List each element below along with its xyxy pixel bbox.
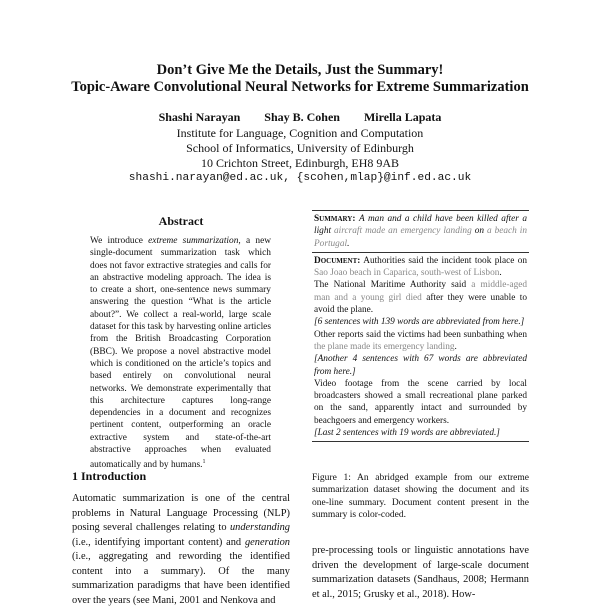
abstract-text-start: We introduce [90, 236, 149, 246]
doc-4b: the plane made its emergency landing [314, 341, 455, 352]
intro-text-3: (i.e., aggregating and rewording the identified content into a summary). Of the many summarization paradigms that have been identified over the years (see Mani, 2001 and Nenkova and [72, 551, 290, 606]
intro-term-generation: generation [244, 536, 290, 548]
affiliation-line1: Institute for Language, Cognition and Computation [176, 126, 424, 140]
doc-sentence-4: Video footage from the scene carried by local broadcasters showed a small recreational plane parked on the sand, apparently intact and surrounded by beachgoers and emergency workers. [314, 378, 527, 426]
figure-1 [312, 210, 529, 442]
figure-summary [312, 211, 529, 252]
summary-text-e: . [347, 238, 350, 249]
intro-paragraph [72, 492, 290, 608]
author-1: Shashi Narayan [158, 110, 241, 124]
doc-abbrev-2-text: [Another 4 sentences with 67 words are abbreviated from here.] [314, 354, 527, 377]
doc-abbrev-1-text: [6 sentences with 139 words are abbreviated from here.] [314, 317, 525, 328]
doc-4a: Other reports said the victims had been sunbathing when [314, 329, 527, 340]
affiliation-line2: School of Informatics, University of Edinburgh [186, 141, 414, 155]
author-list [0, 110, 600, 125]
summary-text-d: a beach in Portugal [314, 226, 528, 249]
summary-text-c: on [471, 226, 487, 237]
abstract-body [90, 235, 271, 472]
section-heading-introduction: 1 Introduction [72, 469, 147, 483]
paper-title-line2: Topic-Aware Convolutional Neural Networks for Extreme Summarization [71, 79, 529, 95]
author-emails: shashi.narayan@ed.ac.uk, {scohen,mlap}@inf.ed.ac.uk [128, 172, 472, 184]
doc-abbrev-3 [314, 427, 527, 439]
summary-text-a: A man and a child have been killed after a light [314, 214, 527, 237]
abstract-term: extreme summarization [148, 236, 239, 246]
right-column-paragraph: pre-processing tools or linguistic annotations have driven the development of large-scale document summarization datasets (Sandhaus, 2008; Hermann et al., 2015; Grusky et al., 2018). How- [312, 545, 529, 600]
doc-abbrev-2 [314, 353, 527, 378]
summary-text-b: aircraft made an emergency landing [334, 226, 472, 237]
doc-1c: . [499, 268, 502, 279]
doc-abbrev-3-text: [Last 2 sentences with 19 words are abbreviated.] [314, 428, 500, 439]
figure-document [312, 253, 529, 441]
doc-1b: Sao Joao beach in Caparica, south-west of Lisbon [314, 268, 500, 279]
figure-caption: Figure 1: An abridged example from our extreme summarization dataset showing the document and its one-line summary. Document content present in the summary is color-coded. [312, 473, 529, 520]
author-2: Shay B. Cohen [264, 110, 340, 124]
doc-2b: a middle-aged man and a young girl died [314, 280, 527, 303]
doc-sentence-2 [314, 279, 527, 316]
abstract-text-rest: , a new single-document summarization task which does not favor extractive strategies and calls for an abstractive modeling approach. The idea is to create a short, one-sentence news summary answering the question “What is the article about?”. We collect a real-world, large scale dataset for this task by harvesting online articles from the British Broadcasting Corporation (BBC). We propose a novel abstractive model which is conditioned on the article’s topics and based entirely on convolutional neural networks. We demonstrate experimentally that this architecture captures long-range dependencies in a document and recognizes pertinent content, outperforming an oracle extractive system and state-of-the-art abstractive approaches when evaluated automatically and by humans. [90, 236, 272, 471]
intro-text-2: (i.e., identifying important content) and [72, 536, 245, 548]
doc-1a: Authorities said the incident took place on [360, 255, 527, 266]
doc-2c: after they were unable to avoid the plane. [314, 292, 527, 316]
document-label: Document: [314, 255, 361, 266]
doc-2a: The National Maritime Authority said [314, 280, 472, 291]
intro-term-understanding: understanding [229, 522, 290, 533]
summary-label: Summary: [314, 214, 356, 224]
affiliation-line3: 10 Crichton Street, Edinburgh, EH8 9AB [200, 156, 400, 170]
doc-abbrev-1 [314, 316, 527, 328]
doc-4c: . [454, 341, 457, 352]
abstract-heading: Abstract [158, 214, 204, 228]
doc-sentence-1 [314, 255, 527, 280]
figure-bottom-rule [312, 441, 529, 442]
footnote-mark: 1 [202, 459, 206, 466]
author-3: Mirella Lapata [363, 110, 442, 124]
intro-text-1: Automatic summarization is one of the central problems in Natural Language Processing (NLP) posing several challenges relating to [72, 493, 290, 533]
doc-sentence-3 [314, 329, 527, 354]
paper-title-line1: Don’t Give Me the Details, Just the Summary! [156, 62, 444, 78]
